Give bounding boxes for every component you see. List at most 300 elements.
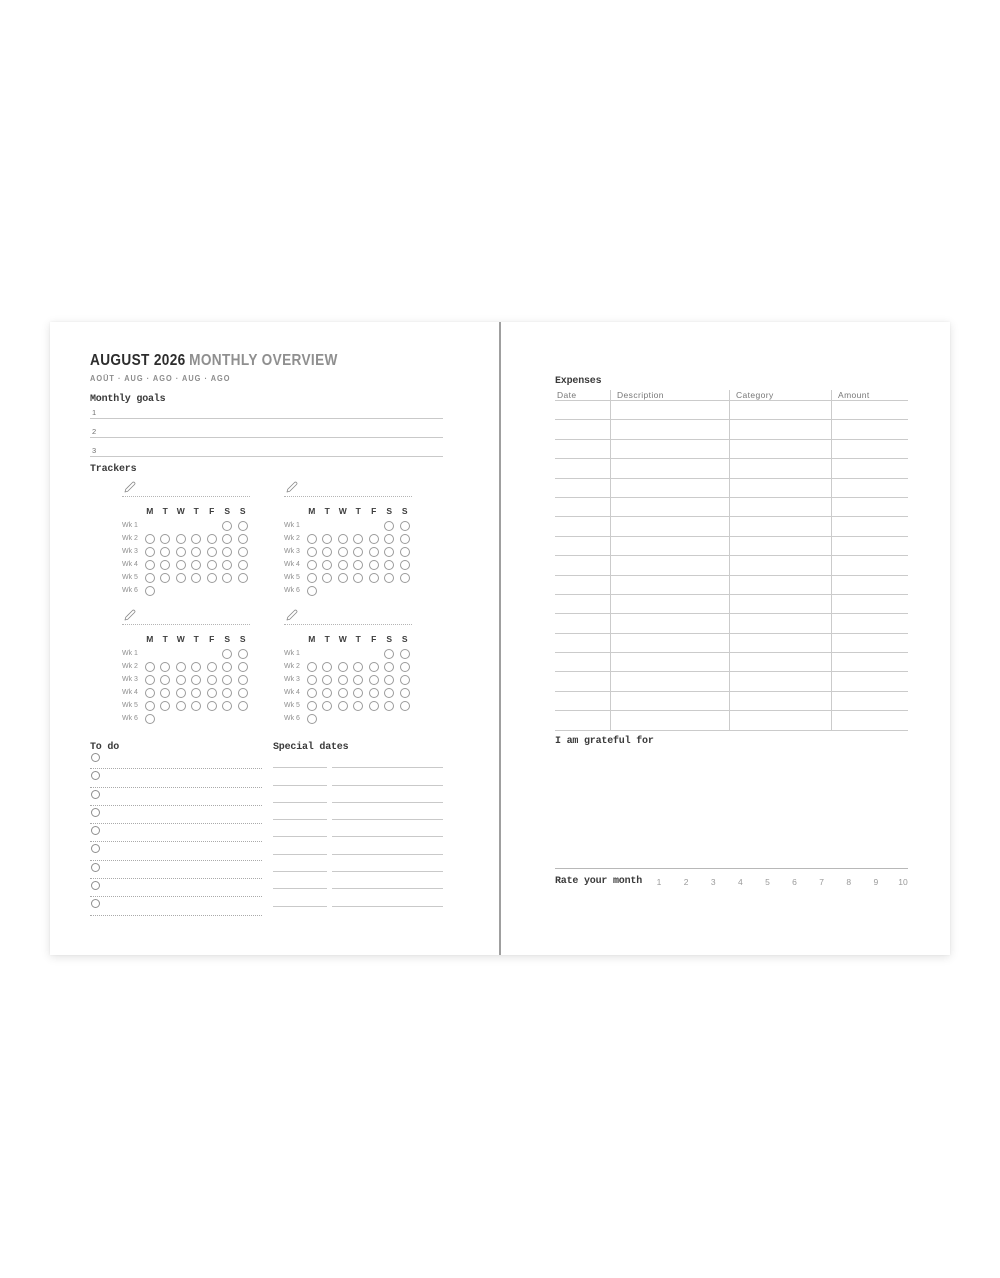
tracker-cell bbox=[235, 532, 251, 545]
tracker-cell bbox=[382, 673, 398, 686]
special-date-text-line bbox=[332, 803, 443, 820]
expense-cell bbox=[730, 692, 832, 711]
habit-circle bbox=[222, 701, 232, 711]
tracker-cell bbox=[351, 571, 367, 584]
todo-bullet-circle bbox=[91, 771, 100, 780]
habit-circle bbox=[191, 701, 201, 711]
left-page bbox=[50, 322, 499, 955]
tracker-cell bbox=[220, 571, 236, 584]
expense-cell bbox=[730, 459, 832, 478]
expenses-label: Expenses bbox=[555, 376, 602, 387]
todo-bullet-circle bbox=[91, 899, 100, 908]
todo-bullet-circle bbox=[91, 790, 100, 799]
tracker-day-header: S bbox=[401, 506, 408, 516]
tracker-name-line bbox=[284, 480, 412, 497]
tracker-week-label: Wk 5 bbox=[284, 574, 300, 581]
tracker-cell bbox=[351, 519, 367, 532]
special-date-date-line bbox=[273, 872, 327, 889]
tracker-cell bbox=[189, 673, 205, 686]
tracker-cell bbox=[320, 673, 336, 686]
expense-cell bbox=[730, 440, 832, 459]
tracker-week-label: Wk 5 bbox=[122, 702, 138, 709]
habit-circle bbox=[353, 675, 363, 685]
todo-bullet-circle bbox=[91, 881, 100, 890]
tracker-cell bbox=[204, 686, 220, 699]
expense-cell bbox=[555, 576, 611, 595]
tracker-cell bbox=[173, 699, 189, 712]
tracker-cell bbox=[158, 571, 174, 584]
habit-circle bbox=[222, 560, 232, 570]
tracker-cell bbox=[235, 571, 251, 584]
expense-cell bbox=[832, 556, 908, 575]
tracker-cell bbox=[366, 558, 382, 571]
page-subtitle-languages: AOÛT · AUG · AGO · AUG · AGO bbox=[90, 374, 231, 383]
rate-number: 8 bbox=[846, 877, 852, 887]
habit-circle bbox=[207, 534, 217, 544]
special-dates-label: Special dates bbox=[273, 742, 349, 753]
tracker-cell bbox=[173, 712, 189, 725]
tracker-cell bbox=[235, 686, 251, 699]
tracker-cell bbox=[335, 686, 351, 699]
expense-cell bbox=[611, 479, 730, 498]
habit-circle bbox=[322, 547, 332, 557]
habit-circle bbox=[222, 521, 232, 531]
habit-circle bbox=[191, 675, 201, 685]
tracker-cell bbox=[204, 532, 220, 545]
monthly-goal-line bbox=[90, 419, 443, 438]
habit-tracker bbox=[122, 480, 256, 597]
tracker-week-label: Wk 4 bbox=[122, 689, 138, 696]
tracker-cell bbox=[158, 558, 174, 571]
expense-cell bbox=[832, 595, 908, 614]
tracker-day-header: T bbox=[324, 506, 330, 516]
monthly-goal-line bbox=[90, 400, 443, 419]
expense-cell bbox=[555, 672, 611, 691]
todo-bullet-circle bbox=[91, 753, 100, 762]
habit-circle bbox=[307, 701, 317, 711]
habit-circle bbox=[307, 688, 317, 698]
habit-circle bbox=[176, 547, 186, 557]
habit-circle bbox=[222, 662, 232, 672]
tracker-week-label: Wk 6 bbox=[284, 715, 300, 722]
tracker-cell bbox=[366, 686, 382, 699]
tracker-cell bbox=[220, 584, 236, 597]
tracker-cell bbox=[189, 712, 205, 725]
expense-column-header: Date bbox=[555, 390, 611, 401]
tracker-cell bbox=[304, 571, 320, 584]
expense-cell bbox=[555, 537, 611, 556]
habit-circle bbox=[384, 573, 394, 583]
habit-circle bbox=[400, 573, 410, 583]
todo-row bbox=[90, 806, 262, 824]
expense-cell bbox=[832, 440, 908, 459]
habit-circle bbox=[176, 701, 186, 711]
habit-circle bbox=[160, 534, 170, 544]
special-date-date-line bbox=[273, 786, 327, 803]
tracker-cell bbox=[366, 571, 382, 584]
tracker-day-header: T bbox=[193, 634, 199, 644]
monthly-goal-line bbox=[90, 438, 443, 457]
tracker-cell bbox=[351, 660, 367, 673]
habit-circle bbox=[191, 534, 201, 544]
tracker-day-header: S bbox=[401, 634, 408, 644]
tracker-cell bbox=[366, 647, 382, 660]
habit-circle bbox=[307, 675, 317, 685]
habit-circle bbox=[384, 701, 394, 711]
tracker-cell bbox=[366, 660, 382, 673]
special-date-text-line bbox=[332, 820, 443, 837]
habit-circle bbox=[400, 675, 410, 685]
habit-circle bbox=[191, 688, 201, 698]
habit-circle bbox=[145, 586, 155, 596]
tracker-cell bbox=[304, 519, 320, 532]
expense-cell bbox=[832, 614, 908, 633]
tracker-cell bbox=[173, 545, 189, 558]
tracker-cell bbox=[335, 519, 351, 532]
tracker-cell bbox=[382, 660, 398, 673]
tracker-week-label: Wk 6 bbox=[122, 587, 138, 594]
expense-cell bbox=[555, 517, 611, 536]
trackers-label: Trackers bbox=[90, 464, 137, 475]
tracker-cell bbox=[335, 699, 351, 712]
habit-circle bbox=[160, 701, 170, 711]
habit-circle bbox=[384, 560, 394, 570]
tracker-cell bbox=[397, 673, 413, 686]
special-dates-list bbox=[273, 751, 443, 907]
habit-circle bbox=[160, 573, 170, 583]
special-date-text-line bbox=[332, 768, 443, 785]
tracker-week-label: Wk 4 bbox=[284, 689, 300, 696]
tracker-cell bbox=[366, 519, 382, 532]
todo-row bbox=[90, 751, 262, 769]
tracker-cell bbox=[220, 558, 236, 571]
habit-circle bbox=[207, 560, 217, 570]
habit-circle bbox=[160, 662, 170, 672]
rate-number: 3 bbox=[710, 877, 716, 887]
habit-circle bbox=[400, 688, 410, 698]
expense-column-header: Description bbox=[611, 390, 730, 401]
tracker-week-label: Wk 3 bbox=[284, 548, 300, 555]
expense-cell bbox=[730, 711, 832, 730]
habit-circle bbox=[353, 560, 363, 570]
habit-circle bbox=[145, 714, 155, 724]
tracker-cell bbox=[204, 699, 220, 712]
tracker-cell bbox=[142, 532, 158, 545]
habit-circle bbox=[400, 701, 410, 711]
tracker-cell bbox=[397, 712, 413, 725]
tracker-day-header: M bbox=[308, 506, 316, 516]
expenses-table bbox=[555, 390, 908, 731]
habit-circle bbox=[400, 547, 410, 557]
habit-circle bbox=[191, 662, 201, 672]
tracker-day-header: S bbox=[386, 634, 393, 644]
tracker-cell bbox=[304, 558, 320, 571]
habit-circle bbox=[338, 675, 348, 685]
habit-circle bbox=[400, 649, 410, 659]
tracker-cell bbox=[335, 673, 351, 686]
tracker-cell bbox=[335, 571, 351, 584]
tracker-cell bbox=[397, 519, 413, 532]
expense-cell bbox=[832, 537, 908, 556]
habit-circle bbox=[222, 573, 232, 583]
habit-circle bbox=[191, 547, 201, 557]
habit-circle bbox=[369, 662, 379, 672]
todo-row bbox=[90, 897, 262, 915]
tracker-cell bbox=[397, 571, 413, 584]
tracker-cell bbox=[235, 545, 251, 558]
habit-circle bbox=[369, 560, 379, 570]
tracker-cell bbox=[335, 712, 351, 725]
habit-circle bbox=[145, 547, 155, 557]
tracker-cell bbox=[235, 647, 251, 660]
expense-cell bbox=[730, 517, 832, 536]
habit-circle bbox=[322, 534, 332, 544]
tracker-cell bbox=[158, 532, 174, 545]
special-date-row bbox=[273, 820, 443, 837]
tracker-cell bbox=[366, 673, 382, 686]
expense-cell bbox=[832, 653, 908, 672]
tracker-cell bbox=[320, 712, 336, 725]
expense-cell bbox=[730, 614, 832, 633]
tracker-cell bbox=[173, 673, 189, 686]
planner-spread bbox=[50, 322, 950, 955]
todo-bullet-circle bbox=[91, 808, 100, 817]
expense-cell bbox=[611, 440, 730, 459]
tracker-cell bbox=[158, 712, 174, 725]
tracker-cell bbox=[204, 660, 220, 673]
expense-cell bbox=[555, 556, 611, 575]
expense-cell bbox=[832, 672, 908, 691]
habit-circle bbox=[384, 675, 394, 685]
habit-circle bbox=[338, 688, 348, 698]
habit-circle bbox=[400, 521, 410, 531]
todo-row bbox=[90, 788, 262, 806]
tracker-cell bbox=[366, 545, 382, 558]
tracker-cell bbox=[382, 699, 398, 712]
tracker-cell bbox=[304, 686, 320, 699]
tracker-cell bbox=[142, 673, 158, 686]
expense-cell bbox=[555, 459, 611, 478]
tracker-cell bbox=[142, 584, 158, 597]
habit-circle bbox=[238, 688, 248, 698]
tracker-cell bbox=[220, 647, 236, 660]
habit-circle bbox=[222, 547, 232, 557]
habit-circle bbox=[207, 701, 217, 711]
tracker-cell bbox=[335, 647, 351, 660]
expense-cell bbox=[611, 498, 730, 517]
tracker-cell bbox=[158, 699, 174, 712]
todo-row bbox=[90, 879, 262, 897]
tracker-week-label: Wk 4 bbox=[284, 561, 300, 568]
tracker-cell bbox=[382, 571, 398, 584]
special-date-text-line bbox=[332, 837, 443, 854]
tracker-cell bbox=[189, 532, 205, 545]
tracker-day-header: T bbox=[193, 506, 199, 516]
habit-circle bbox=[160, 560, 170, 570]
habit-circle bbox=[353, 662, 363, 672]
habit-circle bbox=[222, 534, 232, 544]
expense-cell bbox=[730, 420, 832, 439]
habit-circle bbox=[145, 701, 155, 711]
tracker-cell bbox=[189, 571, 205, 584]
tracker-day-header: W bbox=[176, 634, 185, 644]
habit-circle bbox=[369, 573, 379, 583]
tracker-cell bbox=[366, 584, 382, 597]
tracker-cell bbox=[158, 660, 174, 673]
tracker-cell bbox=[397, 660, 413, 673]
tracker-cell bbox=[204, 545, 220, 558]
tracker-cell bbox=[397, 584, 413, 597]
tracker-cell bbox=[397, 647, 413, 660]
tracker-day-header: F bbox=[209, 634, 215, 644]
habit-circle bbox=[145, 560, 155, 570]
habit-circle bbox=[369, 675, 379, 685]
habit-circle bbox=[338, 560, 348, 570]
tracker-cell bbox=[220, 532, 236, 545]
habit-circle bbox=[384, 662, 394, 672]
special-date-date-line bbox=[273, 855, 327, 872]
habit-circle bbox=[353, 573, 363, 583]
expense-cell bbox=[611, 420, 730, 439]
habit-circle bbox=[207, 662, 217, 672]
special-date-row bbox=[273, 889, 443, 906]
expense-cell bbox=[555, 653, 611, 672]
tracker-table bbox=[284, 503, 418, 597]
tracker-cell bbox=[397, 686, 413, 699]
habit-circle bbox=[176, 662, 186, 672]
tracker-cell bbox=[351, 699, 367, 712]
tracker-cell bbox=[320, 699, 336, 712]
habit-circle bbox=[338, 547, 348, 557]
tracker-day-header: W bbox=[338, 634, 347, 644]
tracker-cell bbox=[142, 686, 158, 699]
tracker-cell bbox=[158, 647, 174, 660]
habit-circle bbox=[145, 688, 155, 698]
habit-circle bbox=[176, 675, 186, 685]
tracker-cell bbox=[335, 558, 351, 571]
tracker-name-line bbox=[284, 608, 412, 625]
habit-circle bbox=[307, 714, 317, 724]
habit-circle bbox=[369, 701, 379, 711]
habit-circle bbox=[369, 534, 379, 544]
expense-cell bbox=[555, 401, 611, 420]
habit-circle bbox=[307, 586, 317, 596]
expense-cell bbox=[730, 556, 832, 575]
special-date-date-line bbox=[273, 820, 327, 837]
special-date-date-line bbox=[273, 768, 327, 785]
tracker-cell bbox=[158, 545, 174, 558]
expense-cell bbox=[611, 517, 730, 536]
habit-circle bbox=[160, 675, 170, 685]
habit-circle bbox=[384, 521, 394, 531]
tracker-cell bbox=[382, 647, 398, 660]
habit-circle bbox=[384, 688, 394, 698]
todo-bullet-circle bbox=[91, 844, 100, 853]
tracker-cell bbox=[142, 558, 158, 571]
tracker-cell bbox=[235, 699, 251, 712]
tracker-week-label: Wk 5 bbox=[122, 574, 138, 581]
tracker-day-header: M bbox=[146, 634, 154, 644]
pencil-icon bbox=[124, 481, 136, 493]
habit-circle bbox=[145, 534, 155, 544]
habit-circle bbox=[176, 534, 186, 544]
tracker-cell bbox=[320, 660, 336, 673]
habit-circle bbox=[238, 662, 248, 672]
tracker-cell bbox=[142, 660, 158, 673]
habit-circle bbox=[176, 573, 186, 583]
habit-circle bbox=[400, 560, 410, 570]
special-date-date-line bbox=[273, 803, 327, 820]
tracker-cell bbox=[235, 673, 251, 686]
special-date-row bbox=[273, 786, 443, 803]
tracker-name-line bbox=[122, 608, 250, 625]
habit-circle bbox=[207, 547, 217, 557]
tracker-week-label: Wk 5 bbox=[284, 702, 300, 709]
special-date-row bbox=[273, 855, 443, 872]
habit-circle bbox=[307, 547, 317, 557]
tracker-cell bbox=[382, 686, 398, 699]
todo-row bbox=[90, 769, 262, 787]
expense-column-header: Category bbox=[730, 390, 832, 401]
expense-cell bbox=[611, 556, 730, 575]
pencil-icon bbox=[124, 609, 136, 621]
habit-circle bbox=[384, 534, 394, 544]
page-title-month: AUGUST 2026 bbox=[90, 352, 186, 369]
tracker-cell bbox=[320, 519, 336, 532]
tracker-day-header: F bbox=[371, 634, 377, 644]
tracker-cell bbox=[142, 545, 158, 558]
habit-tracker bbox=[122, 608, 256, 725]
rate-number: 9 bbox=[873, 877, 879, 887]
tracker-cell bbox=[235, 584, 251, 597]
expense-cell bbox=[730, 576, 832, 595]
expense-cell bbox=[555, 440, 611, 459]
tracker-day-header: T bbox=[324, 634, 330, 644]
tracker-cell bbox=[397, 532, 413, 545]
tracker-cell bbox=[220, 519, 236, 532]
tracker-table bbox=[284, 631, 418, 725]
tracker-cell bbox=[304, 712, 320, 725]
tracker-day-header: W bbox=[338, 506, 347, 516]
tracker-day-header: S bbox=[239, 506, 246, 516]
expense-cell bbox=[611, 576, 730, 595]
tracker-cell bbox=[142, 712, 158, 725]
tracker-week-label: Wk 4 bbox=[122, 561, 138, 568]
tracker-day-header: W bbox=[176, 506, 185, 516]
tracker-cell bbox=[382, 532, 398, 545]
tracker-cell bbox=[320, 558, 336, 571]
tracker-cell bbox=[382, 558, 398, 571]
tracker-week-label: Wk 3 bbox=[284, 676, 300, 683]
tracker-cell bbox=[335, 660, 351, 673]
expense-cell bbox=[611, 711, 730, 730]
habit-circle bbox=[338, 573, 348, 583]
habit-circle bbox=[238, 547, 248, 557]
habit-circle bbox=[384, 547, 394, 557]
expense-cell bbox=[832, 459, 908, 478]
expense-cell bbox=[832, 479, 908, 498]
habit-circle bbox=[160, 688, 170, 698]
tracker-day-header: S bbox=[224, 634, 231, 644]
special-date-row bbox=[273, 803, 443, 820]
special-date-text-line bbox=[332, 855, 443, 872]
habit-circle bbox=[222, 675, 232, 685]
habit-circle bbox=[353, 688, 363, 698]
todo-row bbox=[90, 842, 262, 860]
pencil-icon bbox=[286, 609, 298, 621]
special-date-row bbox=[273, 872, 443, 889]
tracker-cell bbox=[304, 660, 320, 673]
